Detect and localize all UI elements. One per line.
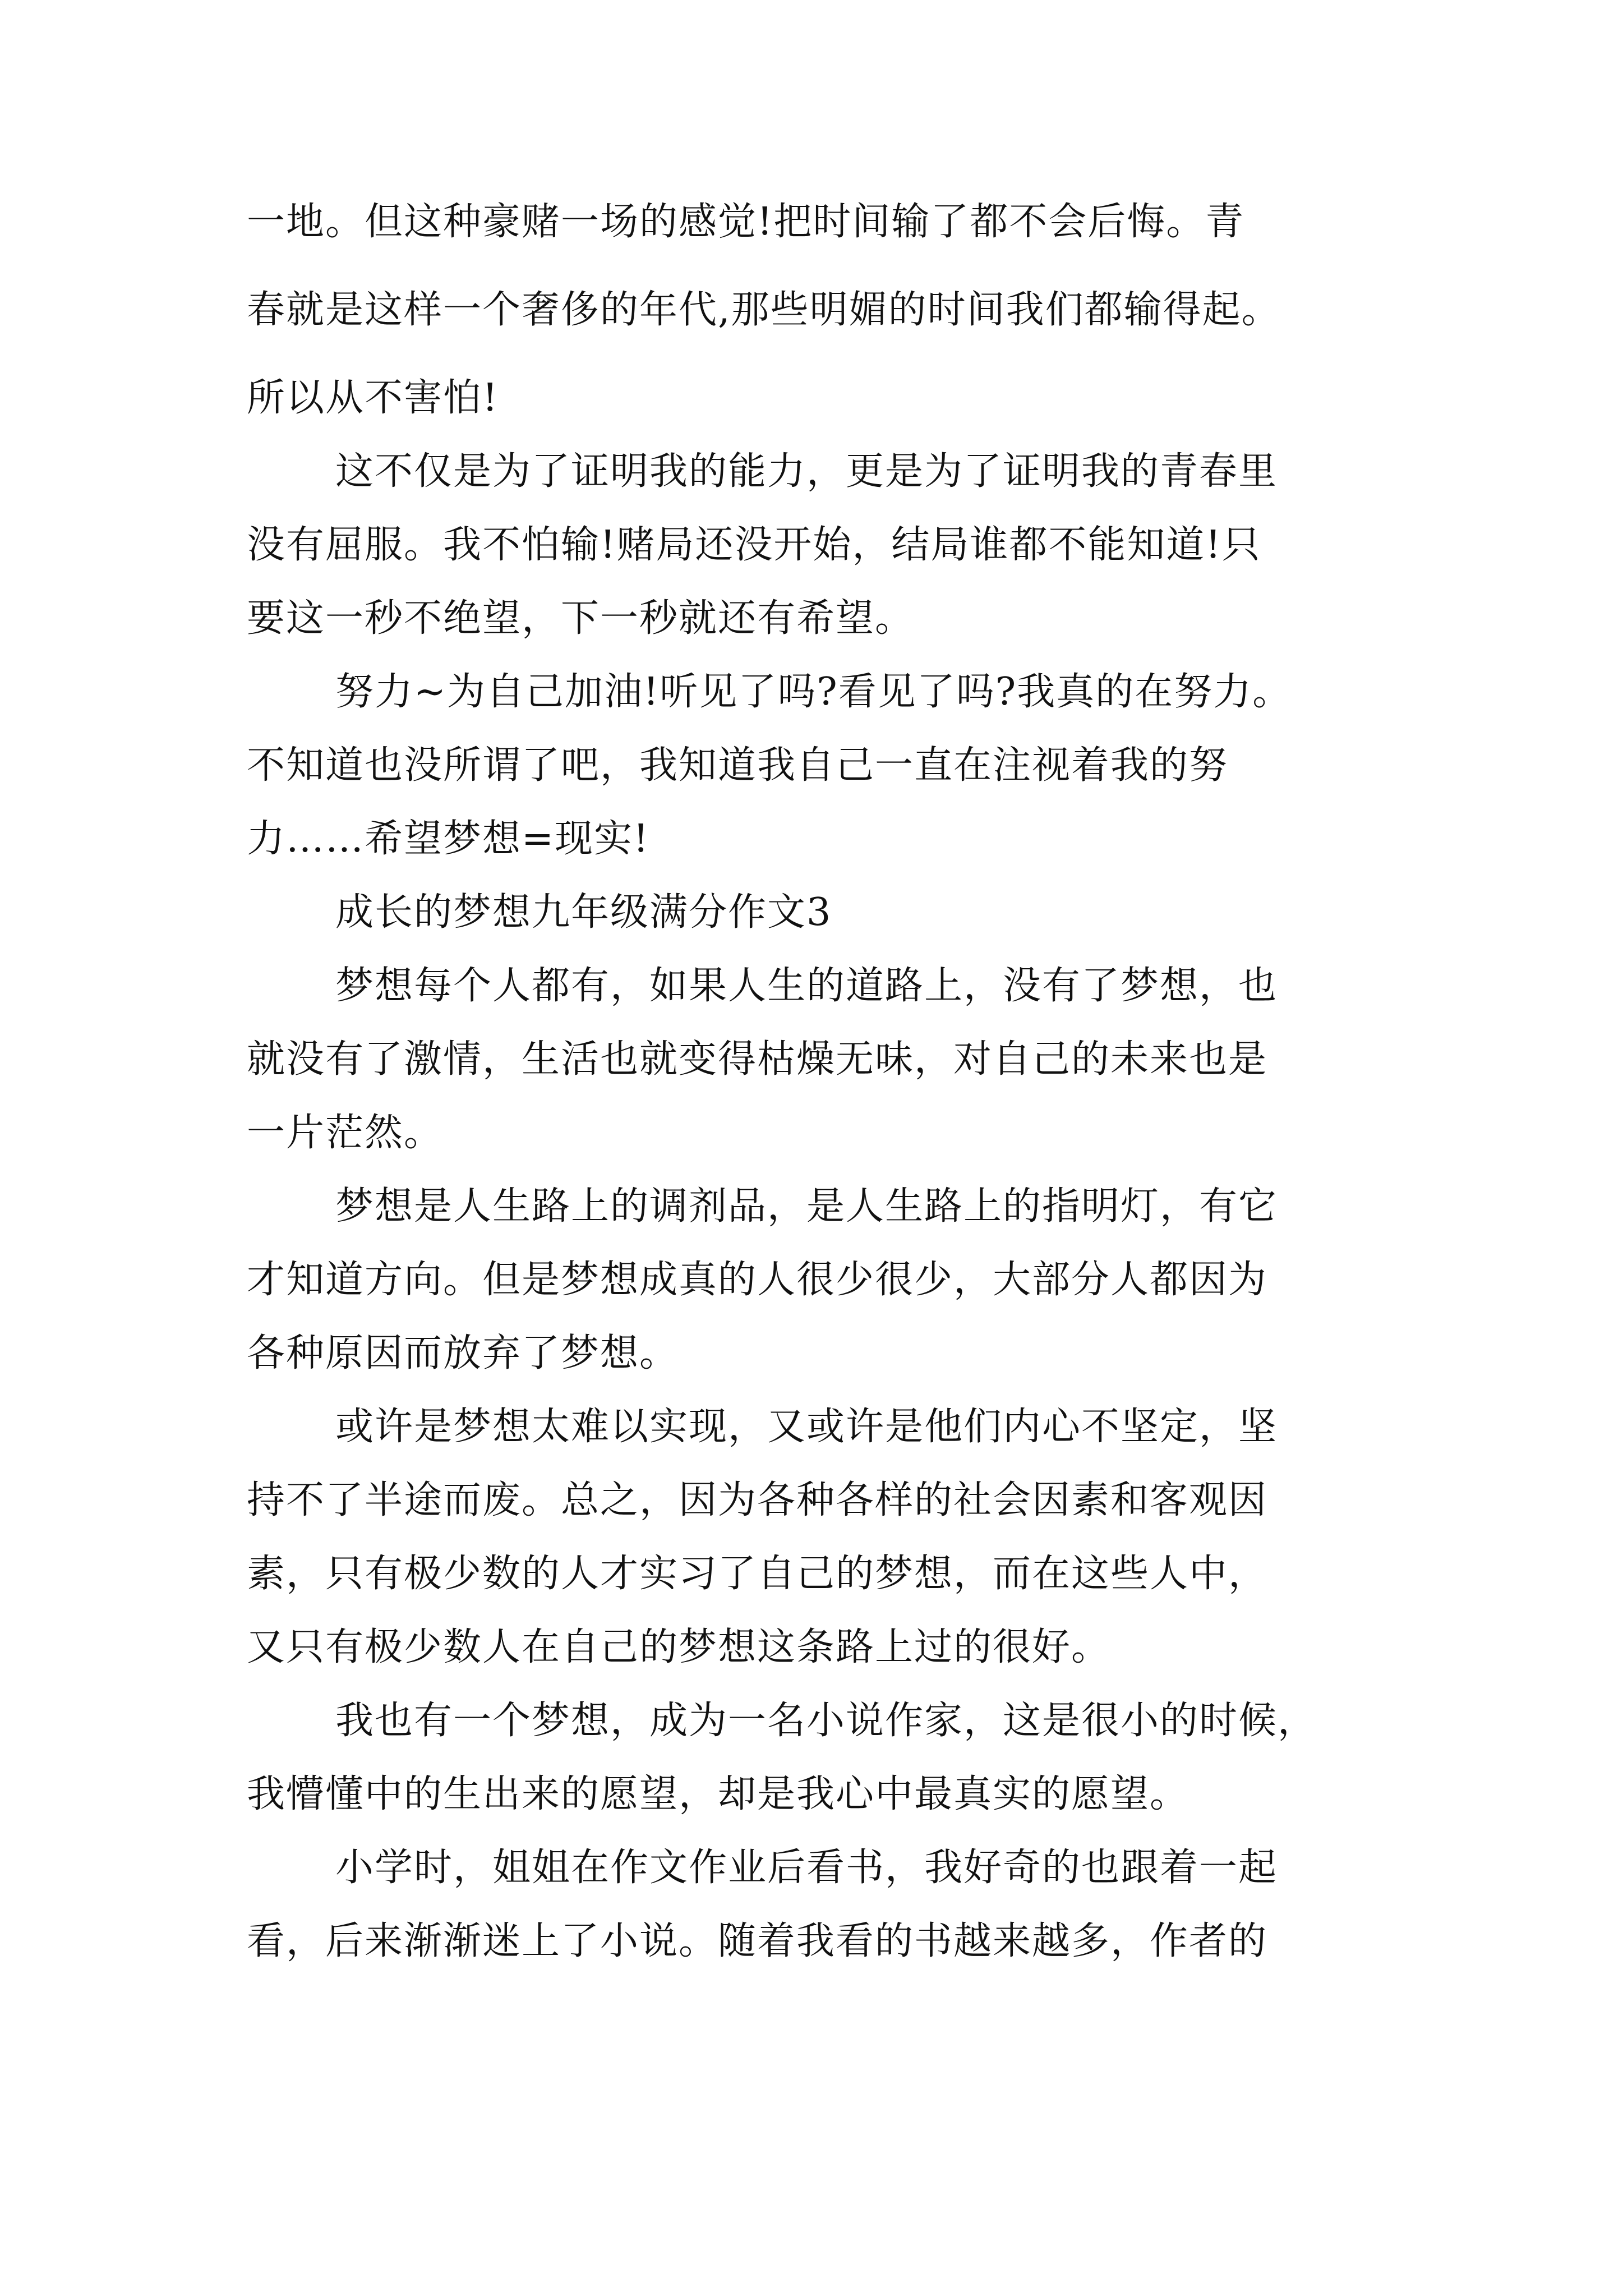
- text-line: 梦想每个人都有，如果人生的道路上，没有了梦想，也: [335, 964, 1278, 1008]
- text-line: 没有屈服。我不怕输!赌局还没开始，结局谁都不能知道!只: [247, 523, 1261, 567]
- text-line: 各种原因而放弃了梦想。: [247, 1331, 679, 1375]
- text-line: 素，只有极少数的人才实习了自己的梦想，而在这些人中，: [247, 1552, 1268, 1596]
- text-line: 所以从不害怕!: [247, 376, 499, 420]
- text-line: 力……希望梦想=现实!: [247, 817, 650, 861]
- text-line: 我也有一个梦想，成为一名小说作家，这是很小的时候，: [335, 1699, 1317, 1743]
- text-line: 看，后来渐渐迷上了小说。随着我看的书越来越多，作者的: [247, 1919, 1268, 1963]
- text-line: 努力~为自己加油!听见了吗?看见了吗?我真的在努力。: [335, 670, 1292, 714]
- text-line: 春就是这样一个奢侈的年代,那些明媚的时间我们都输得起。: [247, 288, 1281, 332]
- text-line: 持不了半途而废。总之，因为各种各样的社会因素和客观因: [247, 1478, 1268, 1522]
- text-line: 小学时，姐姐在作文作业后看书，我好奇的也跟着一起: [335, 1846, 1278, 1890]
- text-line: 才知道方向。但是梦想成真的人很少很少，大部分人都因为: [247, 1258, 1268, 1302]
- text-line: 一地。但这种豪赌一场的感觉!把时间输了都不会后悔。青: [247, 200, 1245, 244]
- text-line: 不知道也没所谓了吧，我知道我自己一直在注视着我的努: [247, 743, 1229, 788]
- text-line: 就没有了激情，生活也就变得枯燥无味，对自己的未来也是: [247, 1037, 1268, 1082]
- text-line: 又只有极少数人在自己的梦想这条路上过的很好。: [247, 1625, 1111, 1669]
- text-line: 这不仅是为了证明我的能力，更是为了证明我的青春里: [335, 449, 1278, 494]
- text-line: 一片茫然。: [247, 1111, 444, 1155]
- text-line: 梦想是人生路上的调剂品，是人生路上的指明灯，有它: [335, 1184, 1278, 1228]
- text-line: 我懵懂中的生出来的愿望，却是我心中最真实的愿望。: [247, 1772, 1189, 1816]
- text-line: 或许是梦想太难以实现，又或许是他们内心不坚定，坚: [335, 1405, 1278, 1449]
- text-line: 要这一秒不绝望，下一秒就还有希望。: [247, 596, 915, 641]
- section-heading: 成长的梦想九年级满分作文3: [335, 890, 832, 935]
